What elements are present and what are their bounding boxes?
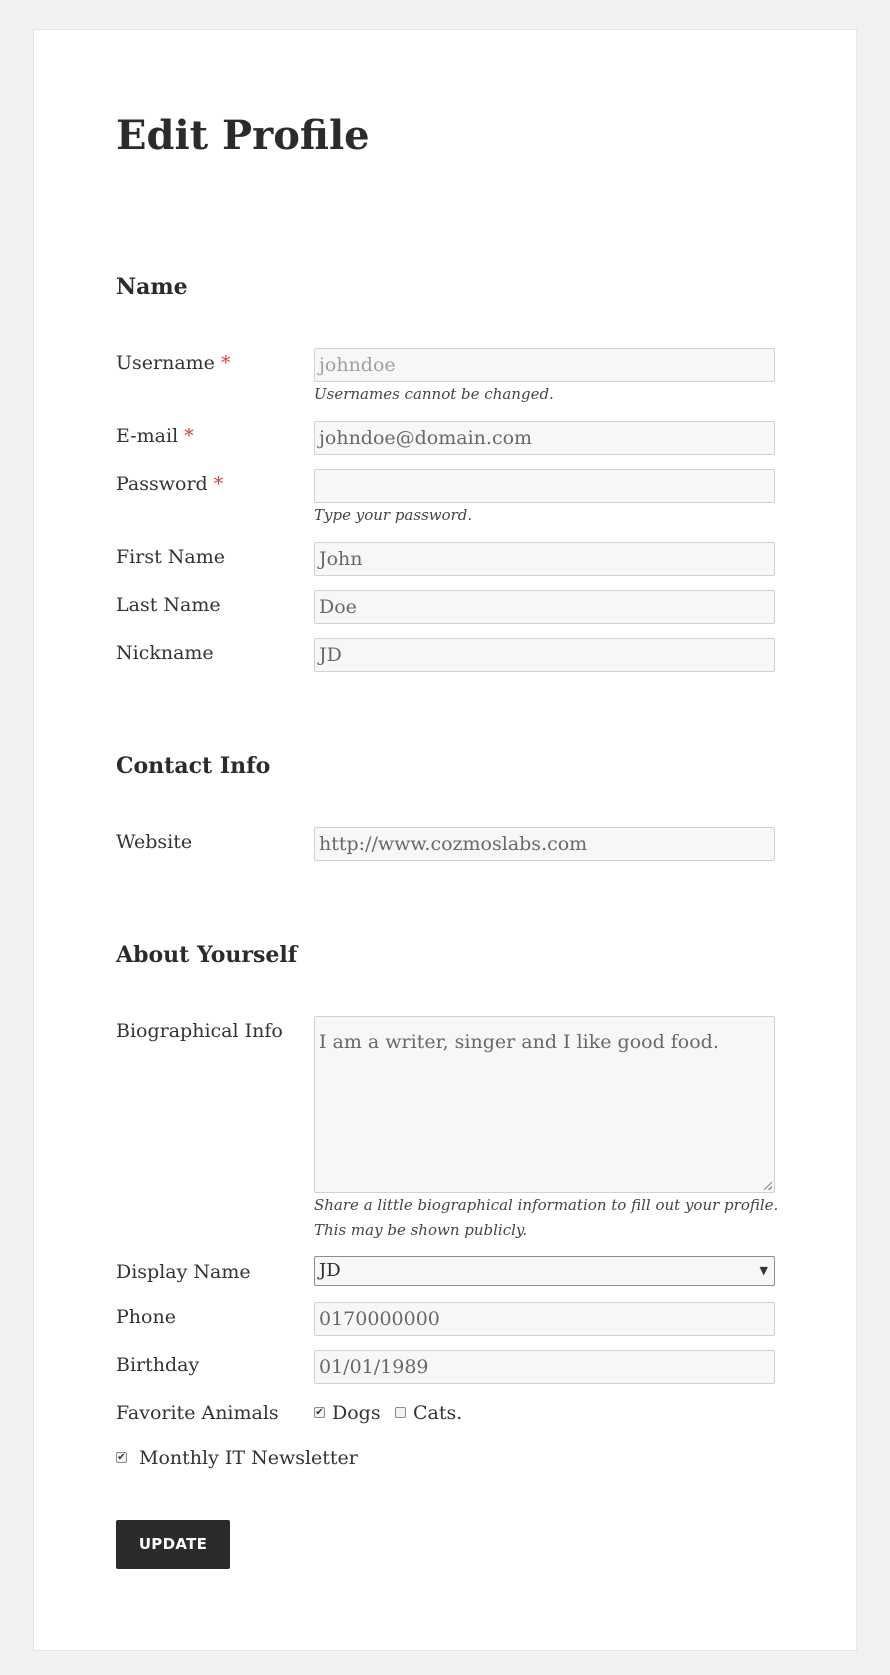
section-title-about: About Yourself — [116, 942, 298, 968]
password-input[interactable] — [314, 469, 775, 503]
resize-grip-icon[interactable] — [764, 1182, 772, 1190]
website-input[interactable]: http://www.cozmoslabs.com — [314, 827, 775, 861]
required-marker: * — [184, 425, 194, 447]
last-name-label: Last Name — [116, 594, 221, 616]
dropdown-arrow-icon: ▼ — [759, 1264, 768, 1277]
nickname-label: Nickname — [116, 642, 214, 664]
phone-label: Phone — [116, 1306, 176, 1328]
display-name-selected: JD — [319, 1260, 341, 1281]
email-input[interactable]: johndoe@domain.com — [314, 421, 775, 455]
section-title-contact: Contact Info — [116, 753, 271, 779]
birthday-label: Birthday — [116, 1354, 200, 1376]
bio-hint-line1: Share a little biographical information to fill out your profile. — [314, 1196, 779, 1214]
display-name-label: Display Name — [116, 1261, 251, 1283]
phone-input[interactable]: 0170000000 — [314, 1302, 775, 1336]
bio-textarea[interactable] — [314, 1016, 775, 1193]
username-label: Username * — [116, 352, 231, 374]
cats-checkbox[interactable] — [395, 1407, 406, 1418]
newsletter-checkbox[interactable]: ✔ — [117, 1452, 126, 1463]
newsletter-label: Monthly IT Newsletter — [139, 1447, 358, 1469]
username-input: johndoe — [314, 348, 775, 382]
page-title: Edit Profile — [116, 112, 370, 159]
nickname-input[interactable]: JD — [314, 638, 775, 672]
dogs-checkbox[interactable]: ✔ — [315, 1407, 324, 1418]
bio-text: I am a writer, singer and I like good food. — [319, 1031, 719, 1053]
favorite-animals-label: Favorite Animals — [116, 1402, 279, 1424]
required-marker: * — [213, 473, 224, 495]
username-hint: Usernames cannot be changed. — [314, 385, 554, 403]
website-label: Website — [116, 831, 193, 853]
update-button[interactable]: UPDATE — [116, 1520, 230, 1569]
section-title-name: Name — [116, 274, 188, 300]
dogs-label: Dogs — [332, 1402, 381, 1424]
password-label: Password * — [116, 473, 224, 495]
bio-hint-line2: This may be shown publicly. — [314, 1221, 528, 1239]
password-hint: Type your password. — [314, 506, 473, 524]
first-name-label: First Name — [116, 546, 225, 568]
email-label: E-mail * — [116, 425, 194, 447]
bio-label: Biographical Info — [116, 1020, 283, 1042]
first-name-input[interactable]: John — [314, 542, 775, 576]
last-name-input[interactable]: Doe — [314, 590, 775, 624]
cats-label: Cats. — [413, 1402, 463, 1424]
display-name-select[interactable] — [314, 1256, 775, 1286]
required-marker: * — [220, 352, 231, 374]
birthday-input[interactable]: 01/01/1989 — [314, 1350, 775, 1384]
